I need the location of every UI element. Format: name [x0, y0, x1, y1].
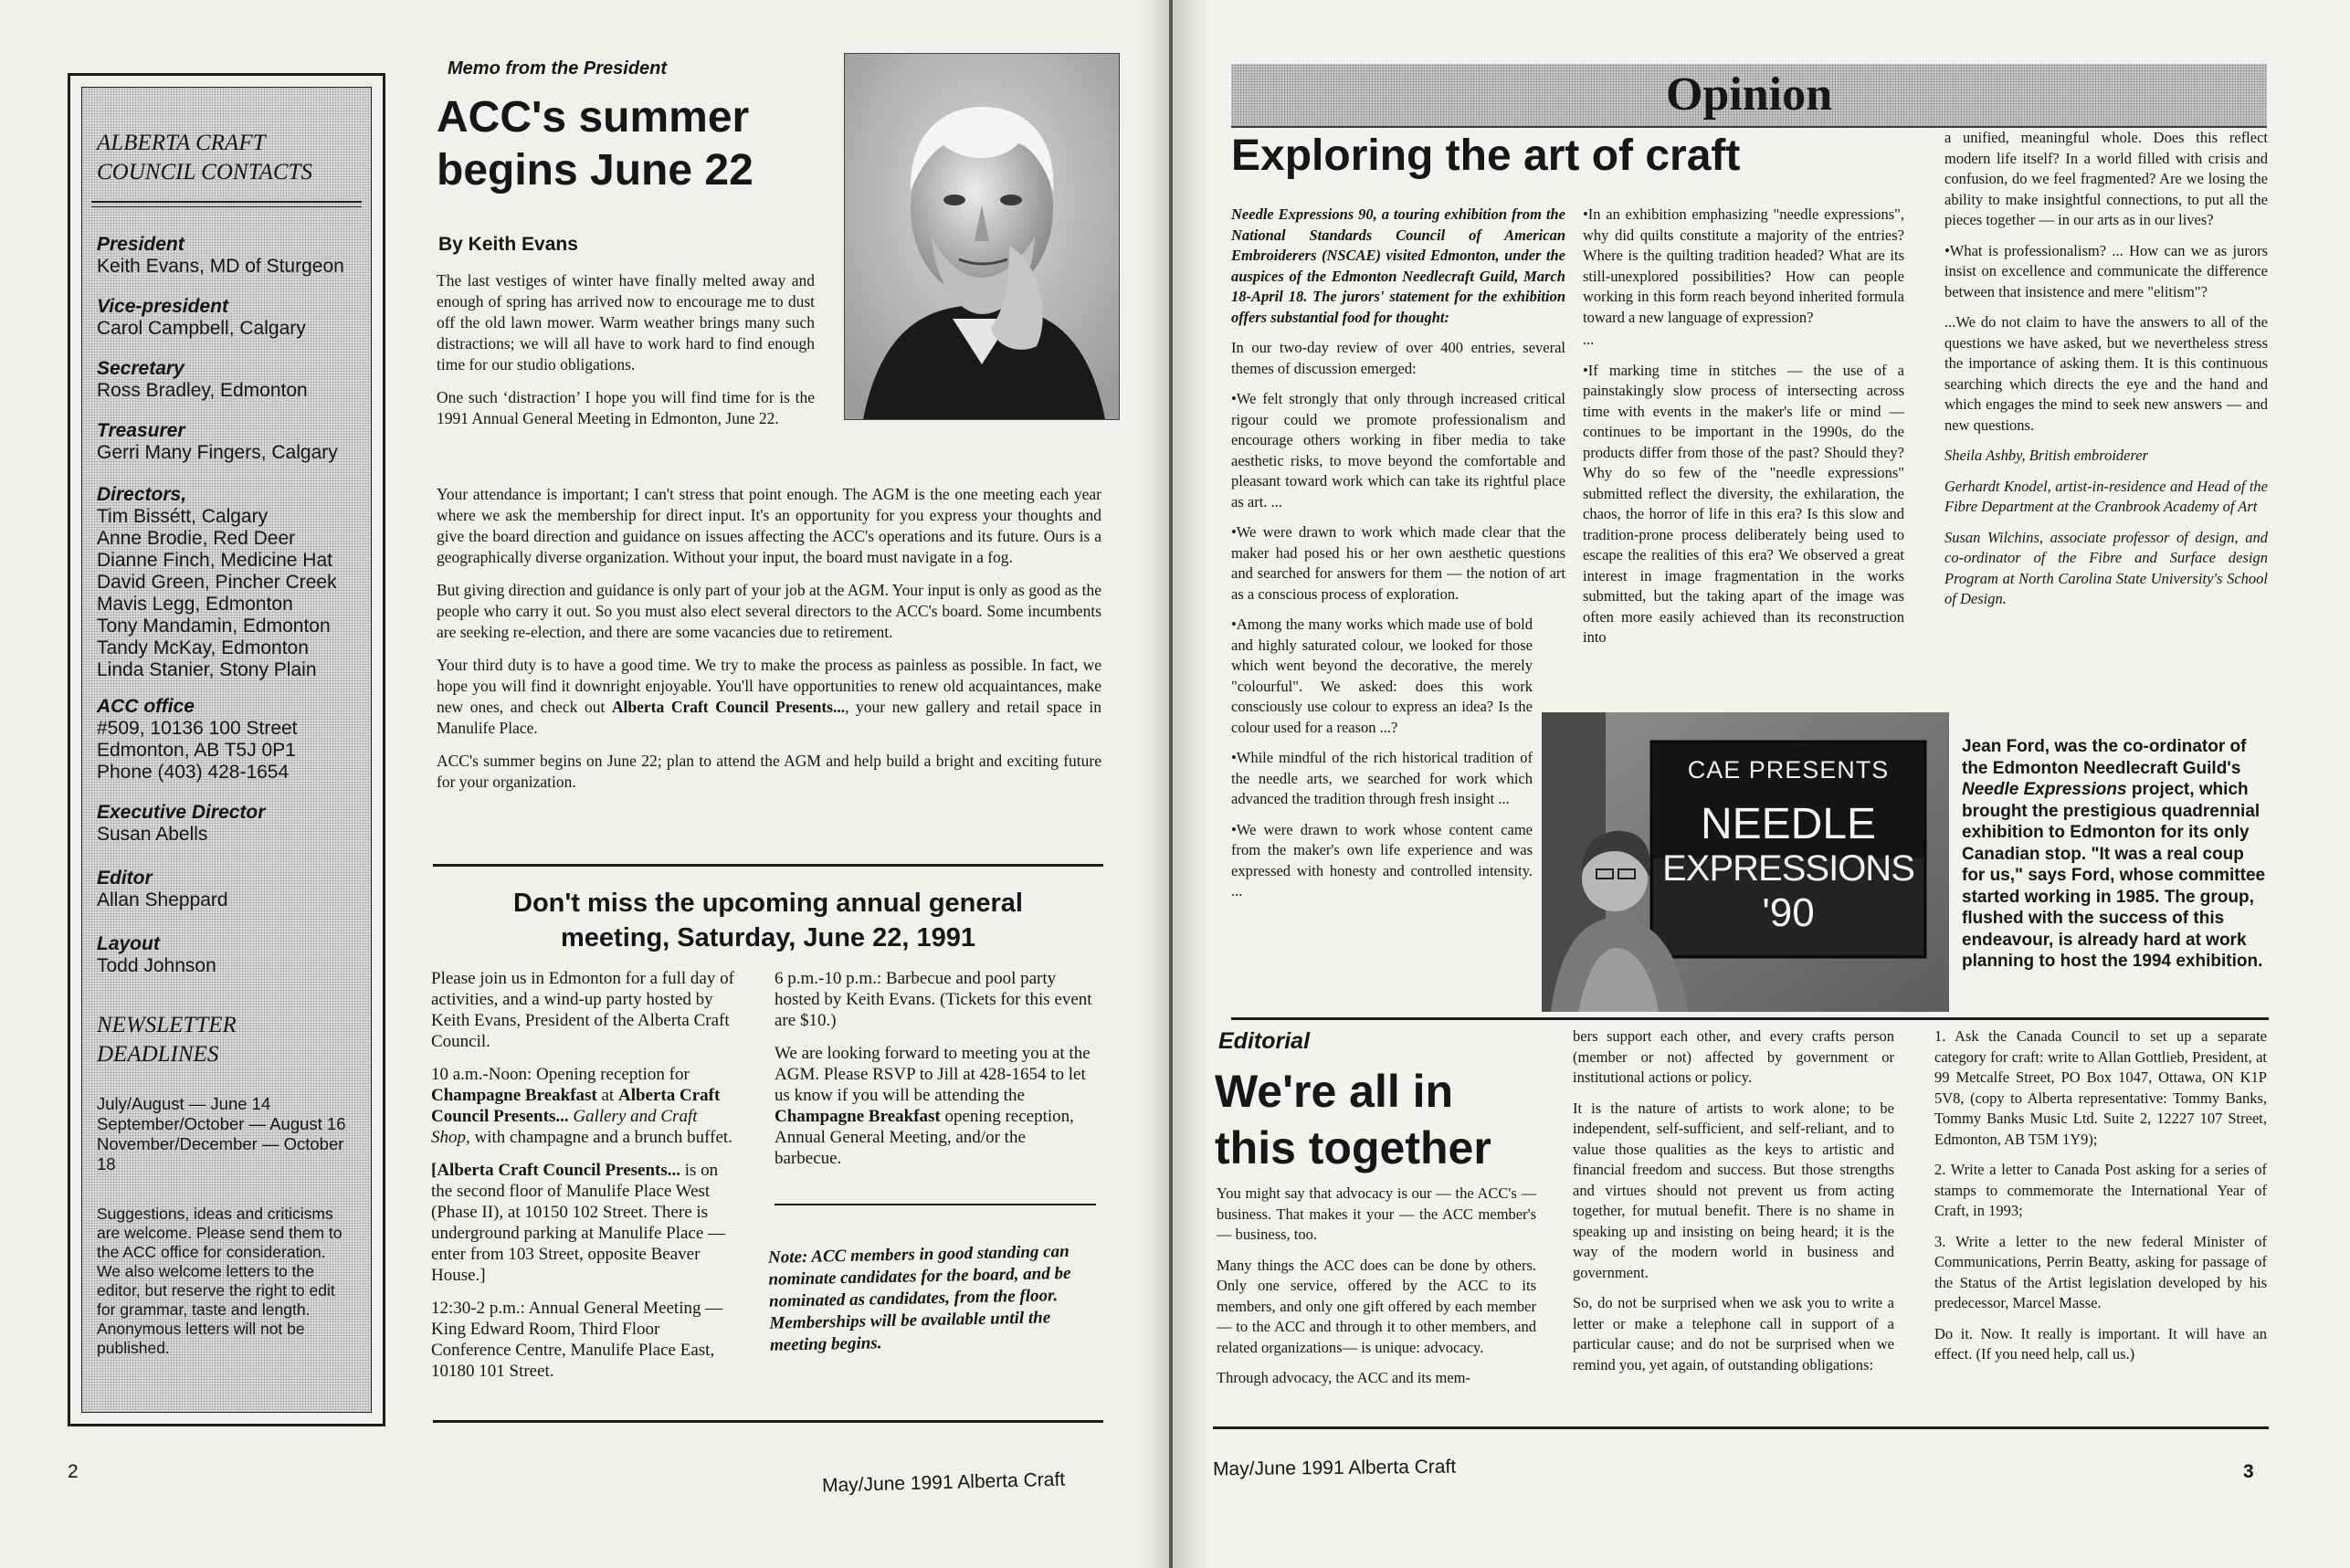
contact-name: Susan Abells — [97, 824, 208, 845]
role-label: President — [97, 234, 184, 255]
editorial-headline-line1: We're all in — [1215, 1066, 1454, 1117]
sign-line-1: CAE PRESENTS — [1687, 756, 1890, 784]
event-name: Champagne Breakfast — [431, 1086, 597, 1105]
opinion-column-3 — [1944, 128, 2268, 620]
suggestions-line: editor, but reserve the right to edit — [97, 1281, 335, 1300]
role-label: ACC office — [97, 696, 195, 717]
contact-office — [97, 696, 298, 784]
contact-president — [97, 234, 344, 278]
divider — [775, 1204, 1096, 1205]
sign-line-2: NEEDLE — [1700, 800, 1877, 848]
opinion-paragraph: •If marking time in stitches — the use of a painstakingly slow process of intersecting across time with events in the maker's life or mind — continues to be important in the 1990s, do the products differ from those of the past? Should they? Why do so few of the "needle expressions" submitted reflect the diversity, the exhilaration, the chaos, the horror of life in this era? Is this slow and tradition-prone process deliberately being used to escape the realities of this era? We observed a great interest in image fragmentation in the works submitted, but the taking apart of the image was often more easily achieved than its reconstruction into — [1583, 361, 1904, 646]
right-page — [1173, 0, 2350, 1568]
contact-treasurer — [97, 420, 338, 464]
section-divider — [1213, 1426, 2269, 1429]
opinion-headline: Exploring the art of craft — [1231, 132, 1741, 180]
juror-credit: Susan Wilchins, associate professor of design, and co-ordinator of the Fibre and Surface design Program at North Carolina State University's School of Design. — [1944, 528, 2268, 607]
contact-secretary — [97, 358, 308, 402]
role-label: Editor — [97, 868, 153, 889]
opinion-narrow-block — [1231, 615, 1533, 902]
caption-text: Jean Ford, was the co-ordinator of the Edmonton Needlecraft Guild's — [1962, 737, 2247, 778]
contact-name: Ross Bradley, Edmonton — [97, 380, 308, 401]
agm-text: opening reception, Annual General Meeting, and/or the barbecue. — [775, 1107, 1074, 1168]
editorial-paragraph: Do it. Now. It really is important. It will have an effect. (If you need help, call us.) — [1934, 1324, 2267, 1363]
contact-name: Keith Evans, MD of Sturgeon — [97, 256, 344, 277]
agm-text: We are looking forward to meeting you at the AGM. Please RSVP to Jill at 428-1654 to let us know if you will be attending the — [775, 1044, 1091, 1105]
opinion-intro: Needle Expressions 90, a touring exhibition from the National Standards Council of American Embroiderers (NSCAE) visited Edmonton, under the auspices of the Edmonton Needlecraft Guild, March 18-April 18. The jurors' statement for the exhibition offers substantial food for thought: — [1231, 205, 1565, 326]
suggestions-line: Suggestions, ideas and criticisms — [97, 1205, 333, 1223]
director-name: Tandy McKay, Edmonton — [97, 637, 309, 658]
suggestions-line: for grammar, taste and length. — [97, 1300, 311, 1319]
opinion-paragraph: •Among the many works which made use of bold and highly saturated colour, we looked for those which went beyond the decorative, the merely "colourful". We asked: does this work consciously use colour to express an idea? Is the colour used for a reason ...? — [1231, 616, 1533, 736]
memo-intro-column — [437, 270, 815, 441]
contact-editor — [97, 868, 228, 911]
left-page — [0, 0, 1169, 1568]
deadlines-list — [97, 1094, 346, 1174]
memo-headline — [437, 91, 753, 197]
director-name: Tim Bissétt, Calgary — [97, 506, 269, 527]
divider — [91, 206, 362, 207]
contacts-title-line1: ALBERTA CRAFT — [97, 131, 266, 155]
director-name: Anne Brodie, Red Deer — [97, 528, 296, 549]
divider — [91, 201, 362, 203]
contact-name: Carol Campbell, Calgary — [97, 318, 306, 339]
suggestions-line: We also welcome letters to the — [97, 1262, 314, 1280]
gallery-name: Alberta Craft Council Presents... — [611, 698, 846, 716]
deadline-item: July/August — June 14 — [97, 1094, 271, 1113]
memo-text: Your third duty is to have a good time. We try to make the process as painless as possible. In fact, we hope you will find it downright enjoyable. You'll have opportunities to renew old acquaintances, make new ones, and check out — [437, 656, 1101, 716]
juror-credit: Gerhardt Knodel, artist-in-residence and Head of the Fibre Department at the Cranbrook Academy of Art — [1944, 477, 2268, 515]
memo-kicker: Memo from the President — [448, 58, 668, 79]
editorial-paragraph: So, do not be surprised when we ask you to write a letter or make a telephone call in support of a particular cause; and do not be surprised when we remind you, yet again, of outstanding obligations: — [1573, 1294, 1894, 1373]
agm-text: 10 a.m.-Noon: Opening reception for — [431, 1065, 690, 1084]
memo-headline-line2: begins June 22 — [437, 146, 753, 195]
editorial-kicker: Editorial — [1218, 1028, 1311, 1054]
editorial-column-3 — [1934, 1026, 2267, 1375]
gallery-subtitle: Gallery and Craft Shop, — [431, 1107, 698, 1147]
contact-directors — [97, 484, 337, 681]
memo-byline: By Keith Evans — [438, 234, 578, 255]
director-name: Linda Stanier, Stony Plain — [97, 659, 317, 680]
role-label: Directors, — [97, 484, 187, 505]
opinion-paragraph: a unified, meaningful whole. Does this reflect modern life itself? In a world filled with crisis and confusion, do we feel fragmented? Are we losing the ability to make insightful connections, to put all the pieces together — in our arts as in our lives? — [1944, 129, 2268, 228]
agm-paragraph: 12:30-2 p.m.: Annual General Meeting — King Edward Room, Third Floor Conference Centre, Manulife Place East, 10180 101 Street. — [431, 1299, 723, 1381]
memo-paragraph: One such ‘distraction’ I hope you will find time for is the 1991 Annual General Meeting in Edmonton, June 22. — [437, 388, 815, 427]
gallery-name: Alberta Craft Council Presents... — [431, 1086, 721, 1126]
deadline-item: September/October — August 16 — [97, 1114, 346, 1133]
agm-paragraph — [431, 1160, 738, 1286]
section-divider — [433, 1420, 1103, 1423]
opinion-paragraph: ...We do not claim to have the answers to all of the questions we have asked, but we nevertheless stress the importance of asking them. It is this continuous searching which directs the eye and the hand and which engages the mind to seek new answers — and new questions. — [1944, 313, 2268, 434]
opinion-banner — [1231, 64, 2267, 128]
page-number-right: 3 — [2243, 1461, 2254, 1482]
contact-executive-director — [97, 802, 265, 846]
agm-text: is on the second floor of Manulife Place West (Phase II), at 10150 102 Street. There is underground parking at Manulife Place — enter from 103 Street, opposite Beaver House.] — [431, 1161, 726, 1285]
opinion-paragraph: •What is professionalism? ... How can we as jurors insist on excellence and communicate the difference between that insistence and mere "elitism"? — [1944, 241, 2268, 300]
editorial-paragraph: You might say that advocacy is our — the ACC's — business. That makes it your — the ACC member's — business, too. — [1217, 1184, 1536, 1243]
suggestions-line: the ACC office for consideration. — [97, 1243, 326, 1261]
agm-paragraph — [775, 1043, 1096, 1169]
editorial-paragraph: It is the nature of artists to work alone; to be independent, self-sufficient, and self-reliant, and to value those qualities as the keys to artistic and financial freedom and success. But those strengths and virtues should not prevent us from acting together, for mutual benefit. There is no shame in speaking up and insisting on being heard; it is the way of the modern world in business and government. — [1573, 1099, 1894, 1281]
memo-text: , your new gallery and retail space in Manulife Place. — [437, 698, 1101, 737]
opinion-ellipsis: ... — [1583, 331, 1595, 348]
memo-body — [437, 484, 1101, 805]
footer-left: May/June 1991 Alberta Craft — [821, 1468, 1066, 1497]
contact-layout — [97, 933, 216, 977]
editorial-paragraph: bers support each other, and every crafts person (member or not) affected by government or institutional actions or policy. — [1573, 1027, 1894, 1086]
agm-text: with champagne and a brunch buffet. — [469, 1128, 732, 1147]
director-name: Tony Mandamin, Edmonton — [97, 616, 331, 637]
contacts-box — [68, 73, 385, 1426]
contacts-panel — [81, 87, 372, 1413]
opinion-paragraph: In our two-day review of over 400 entries, several themes of discussion emerged: — [1231, 339, 1565, 377]
contact-name: Gerri Many Fingers, Calgary — [97, 442, 338, 463]
editorial-headline-line2: this together — [1215, 1122, 1491, 1173]
agm-column-left — [431, 968, 738, 1394]
page-number-left: 2 — [68, 1461, 79, 1482]
office-address-line: Edmonton, AB T5J 0P1 — [97, 740, 296, 761]
agm-headline-line2: meeting, Saturday, June 22, 1991 — [561, 923, 975, 952]
agm-headline — [433, 886, 1103, 955]
photo-caption — [1962, 736, 2271, 973]
opinion-paragraph: •We were drawn to work whose content came from the maker's own life experience and was expressed with honesty and controlled intensity. ... — [1231, 820, 1533, 900]
gutter-shadow — [1173, 0, 1209, 1568]
opinion-paragraph: •While mindful of the rich historical tradition of the needle arts, we searched for work which advanced the tradition through fresh insight ... — [1231, 749, 1533, 807]
president-photo — [844, 53, 1120, 420]
memo-paragraph: The last vestiges of winter have finally melted away and enough of spring has arrived now to encourage me to dust off the old lawn mower. Warm weather brings many such distractions; we will all have to work hard to find enough time for our studio obligations. — [437, 271, 815, 374]
director-name: Mavis Legg, Edmonton — [97, 594, 293, 615]
event-name: Champagne Breakfast — [775, 1107, 941, 1126]
suggestions-line: Anonymous letters will not be — [97, 1320, 305, 1338]
agm-column-right — [775, 968, 1096, 1181]
editorial-paragraph: 2. Write a letter to Canada Post asking for a series of stamps to commemorate the International Year of Craft, in 1993; — [1934, 1161, 2267, 1219]
director-name: David Green, Pincher Creek — [97, 572, 337, 593]
caption-text: project, which brought the prestigious quadrennial exhibition to Edmonton for its only Canadian stop. "It was a real coup for us," says Ford, whose committee started working in 1985. The group, flushed with the success of this endeavour, is already hard at work planning to host the 1994 exhibition. — [1962, 780, 2266, 971]
role-label: Secretary — [97, 358, 184, 379]
opinion-paragraph: •In an exhibition emphasizing "needle expressions", why did quilts constitute a majority of the entries? Where is the quilting tradition headed? What are its still-unexplored possibilities? How can people working in this form reach beyond inherited formula toward a new language of expression? — [1583, 205, 1904, 326]
memo-paragraph: Your attendance is important; I can't stress that point enough. The AGM is the one meeting each year where we ask the membership for direct input. It's an opportunity for you express your thoughts and give the board direction and guidance on issues affecting the ACC's operations and its future. Ours is a geographically diverse organization. Without your input, the board must navigate in a fog. — [437, 485, 1101, 566]
juror-credit: Sheila Ashby, British embroiderer — [1944, 447, 2149, 464]
gallery-name: [Alberta Craft Council Presents... — [431, 1161, 680, 1180]
role-label: Treasurer — [97, 420, 185, 441]
suggestions-line: published. — [97, 1339, 170, 1357]
suggestions-note — [97, 1205, 342, 1358]
sign-line-4: '90 — [1762, 890, 1815, 935]
office-phone: Phone (403) 428-1654 — [97, 762, 290, 783]
deadline-item: 18 — [97, 1154, 116, 1173]
editorial-paragraph: 3. Write a letter to the new federal Minister of Communications, Perrin Beatty, asking for passage of the Status of the Artist legislation developed by his predecessor, Marcel Masse. — [1934, 1232, 2267, 1311]
agm-paragraph: 6 p.m.-10 p.m.: Barbecue and pool party hosted by Keith Evans. (Tickets for this event are $10.) — [775, 969, 1092, 1030]
contact-vice-president — [97, 296, 306, 340]
editorial-column-2 — [1573, 1026, 1894, 1385]
footer-right: May/June 1991 Alberta Craft — [1212, 1456, 1457, 1480]
agm-paragraph: Please join us in Edmonton for a full day of activities, and a wind-up party hosted by Keith Evans, President of the Alberta Craft Council. — [431, 969, 734, 1051]
role-label: Vice-president — [97, 296, 228, 317]
editorial-paragraph: Many things the ACC does can be done by others. Only one service, offered by the ACC to its members, and only one gift offered by each member — to the ACC and through it to other members, and related organizations— is unique: advocacy. — [1217, 1256, 1536, 1356]
editorial-headline — [1215, 1063, 1491, 1176]
memo-headline-line1: ACC's summer — [437, 93, 750, 142]
agm-headline-line1: Don't miss the upcoming annual general — [513, 889, 1023, 918]
memo-paragraph — [437, 655, 1101, 739]
memo-paragraph: But giving direction and guidance is only part of your job at the AGM. Your input is only as good as the people who carry it out. So you must also elect several directors to the ACC's board. Some incumbents are seeking re-election, and there are some vacancies due to retirement. — [437, 581, 1101, 641]
contacts-title-line2: COUNCIL CONTACTS — [97, 160, 312, 184]
deadline-item: November/December — October — [97, 1134, 344, 1153]
sign-line-3: EXPRESSIONS — [1662, 848, 1914, 889]
agm-paragraph — [431, 1064, 738, 1148]
contact-name: Todd Johnson — [97, 955, 216, 976]
editorial-column-1 — [1217, 1184, 1536, 1399]
editorial-paragraph: 1. Ask the Canada Council to set up a separate category for craft: write to Allan Gottlieb, President, at 99 Metcalfe Street, PO Box 1047, Ottawa, ON K1P 5V8, (copy to Alberta representative: Tommy Banks, Tommy Banks Music Ltd. Suite 2, 12227 107 Street, Edmonton, AB T5M 1Y9); — [1934, 1027, 2267, 1148]
suggestions-line: are welcome. Please send them to — [97, 1224, 342, 1242]
opinion-paragraph: •We felt strongly that only through increased critical rigour could we promote professionalism and encourage others working in fiber media to take aesthetic risks, to move beyond the comfortable and pleasant toward work which can take its rightful place as art. ... — [1231, 390, 1565, 510]
director-name: Dianne Finch, Medicine Hat — [97, 550, 332, 571]
nomination-note: Note: ACC members in good standing can nominate candidates for the board, and be nominated as candidates, from the floor. Memberships will be available until the meeting begins. — [767, 1241, 1071, 1355]
opinion-paragraph: •We were drawn to work which made clear that the maker had posed his or her own aesthetic questions and searched for answers for them — the notion of art as a conscious process of exploration. — [1231, 523, 1565, 603]
office-address-line: #509, 10136 100 Street — [97, 718, 298, 739]
deadlines-title-line1: NEWSLETTER — [97, 1013, 237, 1037]
agm-text: at — [596, 1086, 618, 1105]
memo-paragraph: ACC's summer begins on June 22; plan to attend the AGM and help build a bright and exciting future for your organization. — [437, 752, 1101, 791]
president-portrait-image — [845, 54, 1119, 419]
role-label: Layout — [97, 933, 160, 954]
section-divider — [433, 864, 1103, 867]
gutter-shadow — [1142, 0, 1169, 1568]
exhibition-photo — [1542, 712, 1949, 1012]
opinion-column-1 — [1231, 205, 1565, 912]
editorial-paragraph: Through advocacy, the ACC and its mem- — [1217, 1369, 1470, 1386]
section-title: Opinion — [1665, 68, 1833, 121]
deadlines-title-line2: DEADLINES — [97, 1042, 219, 1067]
section-divider — [1231, 1017, 2269, 1020]
caption-exhibition-name: Needle Expressions — [1962, 780, 2127, 799]
contact-name: Allan Sheppard — [97, 889, 228, 910]
opinion-column-2 — [1583, 205, 1904, 658]
role-label: Executive Director — [97, 802, 266, 823]
